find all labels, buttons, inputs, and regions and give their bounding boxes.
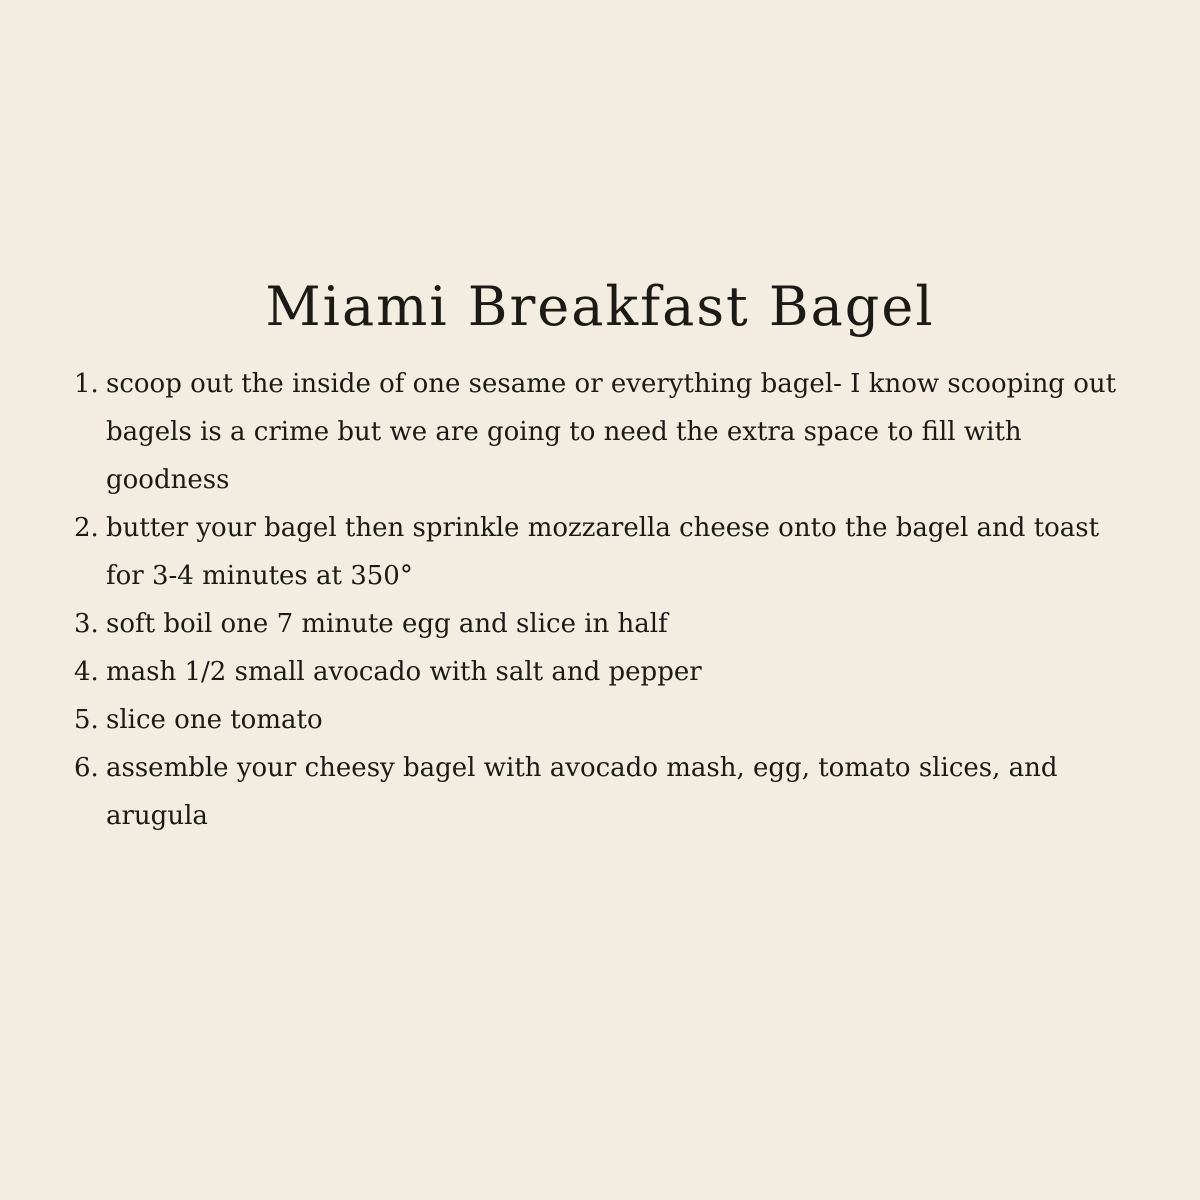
step-text: slice one tomato xyxy=(106,705,323,735)
step-1 xyxy=(74,360,1134,504)
step-number: 2. xyxy=(74,513,99,543)
step-text: scoop out the inside of one sesame or everything bagel- I know scooping out bagels is a crime but we are going to need the extra space to fill with goodness xyxy=(106,369,1117,495)
step-5 xyxy=(74,696,1134,744)
step-text: assemble your cheesy bagel with avocado mash, egg, tomato slices, and arugula xyxy=(106,753,1058,831)
step-number: 3. xyxy=(74,609,99,639)
step-text: butter your bagel then sprinkle mozzarella cheese onto the bagel and toast for 3-4 minutes at 350° xyxy=(106,513,1100,591)
step-3 xyxy=(74,600,1134,648)
recipe-steps xyxy=(74,360,1134,840)
step-number: 4. xyxy=(74,657,99,687)
step-6 xyxy=(74,744,1134,840)
step-number: 1. xyxy=(74,369,99,399)
step-4 xyxy=(74,648,1134,696)
step-number: 6. xyxy=(74,753,99,783)
step-number: 5. xyxy=(74,705,99,735)
step-text: soft boil one 7 minute egg and slice in half xyxy=(106,609,668,639)
recipe-title: Miami Breakfast Bagel xyxy=(265,275,935,338)
step-text: mash 1/2 small avocado with salt and pepper xyxy=(106,657,702,687)
step-2 xyxy=(74,504,1134,600)
